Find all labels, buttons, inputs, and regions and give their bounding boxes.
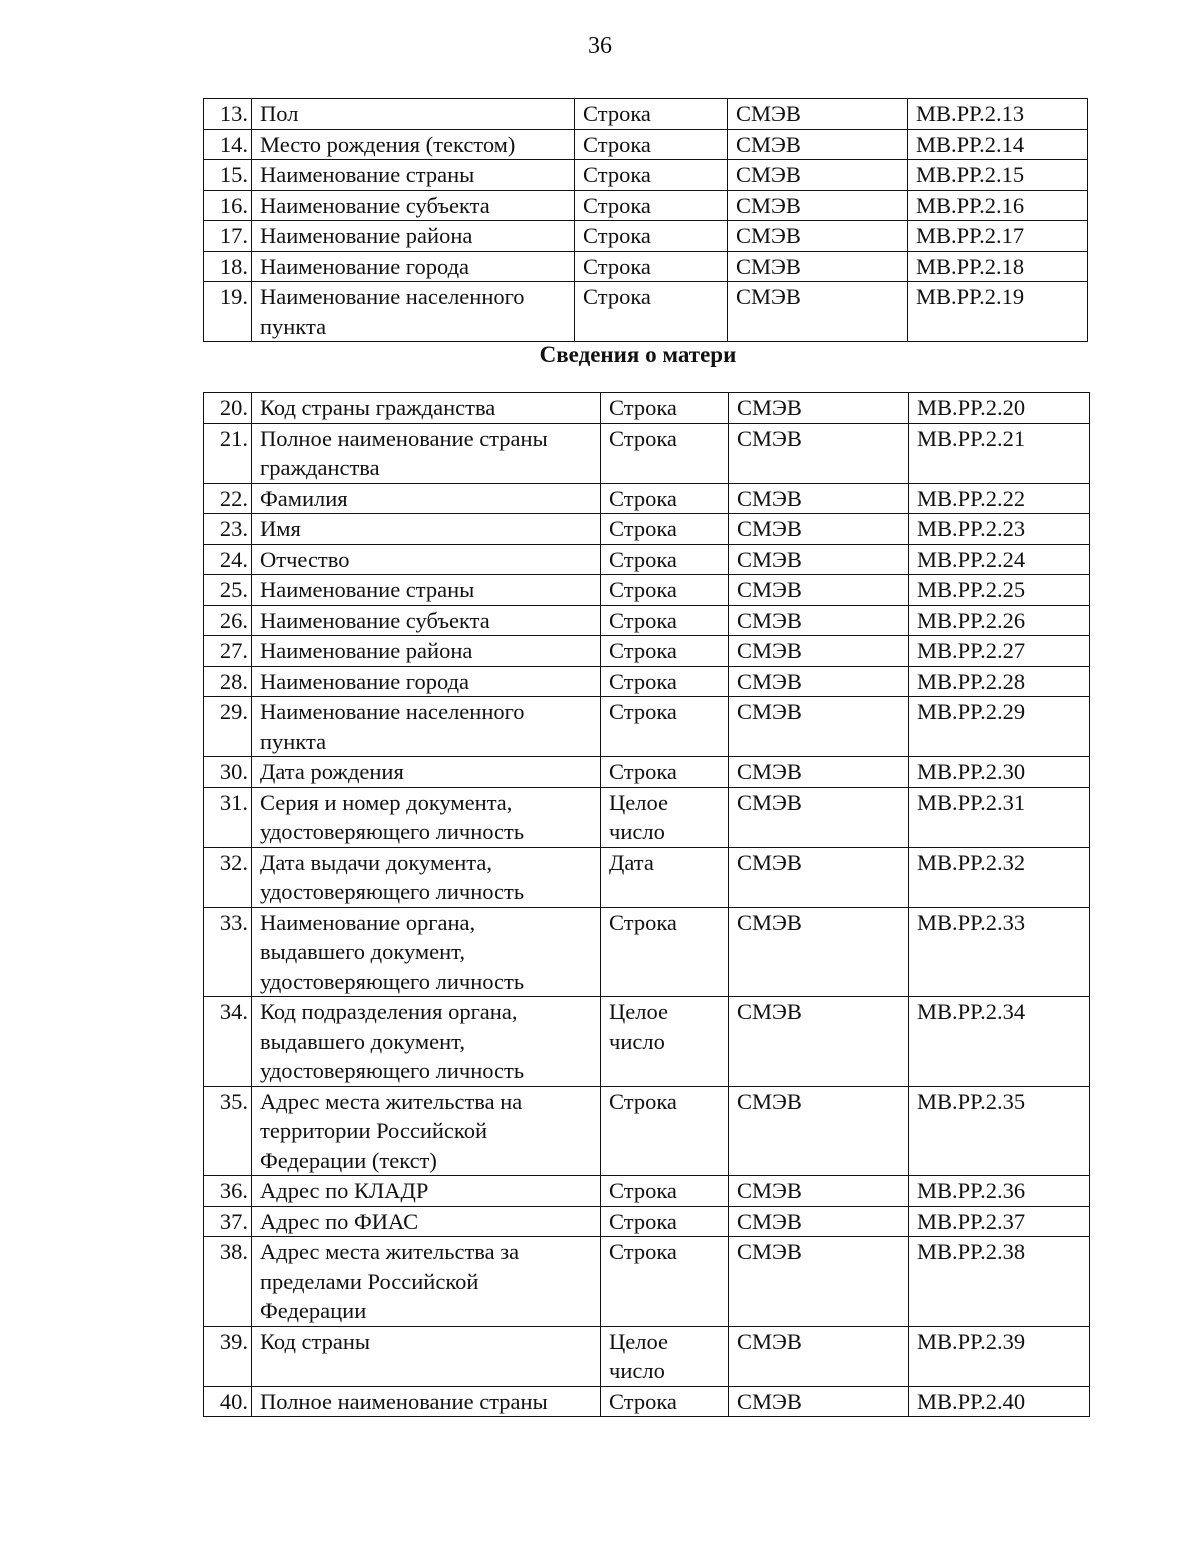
field-code-cell: MB.PP.2.16 — [908, 190, 1088, 221]
field-type-line: Строка — [583, 162, 651, 187]
field-name-line: Наименование города — [260, 668, 470, 694]
field-code-cell: MB.PP.2.36 — [909, 1176, 1090, 1207]
field-type-line: Целое — [609, 1328, 668, 1354]
field-type-line: число — [609, 1028, 665, 1054]
table-row — [204, 605, 1090, 636]
field-name-cell — [252, 514, 601, 545]
table-row — [204, 1176, 1090, 1207]
field-code-cell: MB.PP.2.33 — [909, 907, 1090, 997]
table-row — [204, 483, 1090, 514]
row-number: 33. — [204, 907, 252, 997]
table-row — [204, 575, 1090, 606]
row-number: 22. — [204, 483, 252, 514]
page-number: 36 — [588, 33, 612, 59]
field-name-line: Пол — [260, 101, 299, 126]
field-name-line: гражданства — [260, 455, 380, 480]
field-name-line: выдавшего документ, — [260, 939, 465, 964]
source-cell: СМЭВ — [729, 605, 909, 636]
field-type-line: Строка — [609, 395, 677, 420]
field-type-cell — [601, 483, 729, 514]
field-code-cell: MB.PP.2.27 — [909, 636, 1090, 667]
field-type-line: Строка — [609, 546, 677, 572]
row-number: 35. — [204, 1086, 252, 1176]
data-table-top — [203, 98, 1088, 342]
field-name-line: территории Российской — [260, 1118, 487, 1143]
table-body — [204, 393, 1090, 1417]
field-name-cell — [252, 221, 575, 252]
field-type-line: Дата — [609, 849, 654, 875]
field-name-line: Отчество — [260, 546, 350, 572]
field-code-cell: MB.PP.2.40 — [909, 1386, 1090, 1417]
table-row — [204, 514, 1090, 545]
table-row — [204, 787, 1090, 847]
field-type-line: Строка — [609, 759, 677, 784]
row-number: 18. — [204, 251, 252, 282]
field-type-line: Целое — [609, 999, 668, 1024]
table-row — [204, 666, 1090, 697]
field-code-cell: MB.PP.2.22 — [909, 483, 1090, 514]
field-type-line: Строка — [583, 223, 651, 248]
field-name-cell — [252, 393, 601, 424]
source-cell: СМЭВ — [729, 787, 909, 847]
field-code-cell: MB.PP.2.29 — [909, 697, 1090, 757]
field-type-line: Строка — [609, 1178, 677, 1203]
field-name-cell — [252, 483, 601, 514]
field-name-line: Код страны гражданства — [260, 395, 496, 420]
field-name-line: Код подразделения органа, — [260, 999, 518, 1024]
field-code-cell: MB.PP.2.32 — [909, 847, 1090, 907]
field-type-cell — [575, 160, 728, 191]
field-name-line: Наименование страны — [260, 577, 475, 602]
field-name-line: Имя — [260, 516, 301, 541]
field-type-cell — [601, 1386, 729, 1417]
field-type-cell — [601, 393, 729, 424]
table-row — [204, 129, 1088, 160]
row-number: 27. — [204, 636, 252, 667]
field-type-cell — [601, 666, 729, 697]
field-type-line: число — [609, 819, 665, 844]
field-code-cell: MB.PP.2.34 — [909, 997, 1090, 1087]
row-number: 29. — [204, 697, 252, 757]
source-cell: СМЭВ — [728, 160, 908, 191]
field-type-line: Строка — [609, 607, 677, 633]
field-name-line: Серия и номер документа, — [260, 789, 513, 815]
field-type-cell — [601, 575, 729, 606]
source-cell: СМЭВ — [729, 393, 909, 424]
table-row — [204, 423, 1090, 483]
table-row — [204, 697, 1090, 757]
field-name-cell — [252, 1237, 601, 1327]
source-cell: СМЭВ — [729, 847, 909, 907]
field-name-cell — [252, 787, 601, 847]
field-name-line: Наименование населенного — [260, 699, 525, 724]
field-code-cell: MB.PP.2.28 — [909, 666, 1090, 697]
field-name-cell — [252, 907, 601, 997]
field-type-line: Строка — [609, 1239, 677, 1264]
row-number: 21. — [204, 423, 252, 483]
field-name-line: Адрес места жительства за — [260, 1239, 520, 1264]
table-row — [204, 160, 1088, 191]
table-row — [204, 1237, 1090, 1327]
source-cell: СМЭВ — [729, 1326, 909, 1386]
row-number: 32. — [204, 847, 252, 907]
table-row — [204, 847, 1090, 907]
field-code-cell: MB.PP.2.35 — [909, 1086, 1090, 1176]
field-type-line: Строка — [609, 1388, 677, 1414]
field-type-cell — [601, 997, 729, 1087]
table-row — [204, 393, 1090, 424]
field-name-line: пределами Российской — [260, 1268, 479, 1294]
field-name-cell — [252, 605, 601, 636]
field-name-cell — [252, 666, 601, 697]
source-cell: СМЭВ — [728, 221, 908, 252]
field-type-cell — [601, 1206, 729, 1237]
field-code-cell: MB.PP.2.20 — [909, 393, 1090, 424]
field-code-cell: MB.PP.2.17 — [908, 221, 1088, 252]
field-name-line: Адрес по ФИАС — [260, 1208, 419, 1234]
field-code-cell: MB.PP.2.26 — [909, 605, 1090, 636]
field-code-cell: MB.PP.2.15 — [908, 160, 1088, 191]
table-row — [204, 1086, 1090, 1176]
table-row — [204, 190, 1088, 221]
field-type-cell — [601, 544, 729, 575]
table-row — [204, 221, 1088, 252]
field-type-line: число — [609, 1358, 665, 1383]
row-number: 40. — [204, 1386, 252, 1417]
field-name-line: пункта — [260, 728, 327, 754]
field-type-cell — [601, 1176, 729, 1207]
source-cell: СМЭВ — [729, 483, 909, 514]
field-name-line: Наименование района — [260, 638, 473, 663]
field-name-line: пункта — [260, 313, 327, 339]
field-type-cell — [601, 636, 729, 667]
table-row — [204, 282, 1088, 342]
field-type-cell — [575, 190, 728, 221]
row-number: 15. — [204, 160, 252, 191]
field-name-line: удостоверяющего личность — [260, 1058, 525, 1083]
field-type-cell — [601, 514, 729, 545]
field-name-cell — [252, 99, 575, 130]
row-number: 23. — [204, 514, 252, 545]
field-name-cell — [252, 1086, 601, 1176]
table-row — [204, 907, 1090, 997]
table-row — [204, 99, 1088, 130]
table-row — [204, 1326, 1090, 1386]
field-code-cell: MB.PP.2.13 — [908, 99, 1088, 130]
row-number: 19. — [204, 282, 252, 342]
field-type-line: Строка — [609, 638, 677, 663]
field-name-line: Место рождения (текстом) — [260, 131, 516, 157]
source-cell: СМЭВ — [729, 423, 909, 483]
field-name-line: Полное наименование страны — [260, 1388, 548, 1414]
field-code-cell: MB.PP.2.21 — [909, 423, 1090, 483]
field-name-line: выдавшего документ, — [260, 1028, 465, 1054]
field-name-cell — [252, 1386, 601, 1417]
row-number: 14. — [204, 129, 252, 160]
source-cell: СМЭВ — [729, 997, 909, 1087]
row-number: 30. — [204, 757, 252, 788]
field-code-cell: MB.PP.2.23 — [909, 514, 1090, 545]
table-row — [204, 636, 1090, 667]
field-code-cell: MB.PP.2.14 — [908, 129, 1088, 160]
field-type-cell — [601, 423, 729, 483]
field-type-cell — [601, 1237, 729, 1327]
field-name-line: Наименование района — [260, 223, 473, 248]
field-name-line: Федерации — [260, 1298, 367, 1323]
field-type-line: Строка — [609, 516, 677, 541]
field-type-cell — [601, 1086, 729, 1176]
row-number: 36. — [204, 1176, 252, 1207]
field-type-cell — [575, 129, 728, 160]
field-name-cell — [252, 575, 601, 606]
field-type-line: Строка — [609, 577, 677, 602]
field-type-line: Строка — [583, 253, 651, 279]
field-type-line: Строка — [583, 101, 651, 126]
table-row — [204, 1386, 1090, 1417]
field-type-cell — [601, 605, 729, 636]
field-type-line: Строка — [583, 192, 651, 218]
source-cell: СМЭВ — [729, 757, 909, 788]
field-name-line: Код страны — [260, 1328, 371, 1354]
source-cell: СМЭВ — [728, 99, 908, 130]
field-type-line: Строка — [609, 699, 677, 724]
field-type-cell — [601, 907, 729, 997]
field-code-cell: MB.PP.2.38 — [909, 1237, 1090, 1327]
source-cell: СМЭВ — [729, 575, 909, 606]
field-name-line: Дата выдачи документа, — [260, 849, 492, 875]
field-type-cell — [601, 1326, 729, 1386]
row-number: 24. — [204, 544, 252, 575]
field-code-cell: MB.PP.2.37 — [909, 1206, 1090, 1237]
row-number: 17. — [204, 221, 252, 252]
source-cell: СМЭВ — [728, 282, 908, 342]
row-number: 28. — [204, 666, 252, 697]
field-type-line: Строка — [609, 909, 677, 935]
section-heading: Сведения о матери — [539, 342, 737, 367]
source-cell: СМЭВ — [728, 190, 908, 221]
field-name-line: удостоверяющего личность — [260, 879, 525, 904]
field-type-line: Строка — [609, 1088, 677, 1114]
field-name-line: Наименование города — [260, 253, 470, 279]
field-name-line: удостоверяющего личность — [260, 819, 525, 844]
field-type-line: Строка — [583, 284, 651, 309]
field-name-cell — [252, 544, 601, 575]
source-cell: СМЭВ — [729, 666, 909, 697]
field-name-cell — [252, 160, 575, 191]
field-type-line: Строка — [609, 485, 677, 511]
table-row — [204, 544, 1090, 575]
field-name-cell — [252, 282, 575, 342]
field-name-cell — [252, 697, 601, 757]
field-type-line: Строка — [609, 425, 677, 451]
table-row — [204, 251, 1088, 282]
field-type-cell — [601, 787, 729, 847]
field-type-line: Строка — [583, 131, 651, 157]
field-type-cell — [601, 697, 729, 757]
field-name-line: Полное наименование страны — [260, 425, 548, 451]
field-code-cell: MB.PP.2.24 — [909, 544, 1090, 575]
row-number: 39. — [204, 1326, 252, 1386]
row-number: 38. — [204, 1237, 252, 1327]
field-type-cell — [575, 99, 728, 130]
row-number: 20. — [204, 393, 252, 424]
field-name-cell — [252, 636, 601, 667]
field-name-line: Наименование субъекта — [260, 192, 490, 218]
source-cell: СМЭВ — [729, 1086, 909, 1176]
field-name-line: Дата рождения — [260, 759, 404, 784]
field-name-line: Федерации (текст) — [260, 1147, 437, 1173]
field-code-cell: MB.PP.2.39 — [909, 1326, 1090, 1386]
field-type-cell — [601, 847, 729, 907]
field-type-line: Строка — [609, 1208, 677, 1234]
field-code-cell: MB.PP.2.18 — [908, 251, 1088, 282]
field-name-line: Фамилия — [260, 485, 348, 511]
field-type-cell — [575, 282, 728, 342]
field-name-cell — [252, 997, 601, 1087]
source-cell: СМЭВ — [729, 1386, 909, 1417]
table-row — [204, 757, 1090, 788]
row-number: 31. — [204, 787, 252, 847]
source-cell: СМЭВ — [729, 544, 909, 575]
field-name-cell — [252, 1176, 601, 1207]
field-name-line: удостоверяющего личность — [260, 968, 525, 994]
row-number: 37. — [204, 1206, 252, 1237]
field-name-cell — [252, 251, 575, 282]
field-name-cell — [252, 190, 575, 221]
field-name-line: Наименование субъекта — [260, 607, 490, 633]
source-cell: СМЭВ — [728, 251, 908, 282]
row-number: 34. — [204, 997, 252, 1087]
source-cell: СМЭВ — [729, 1206, 909, 1237]
row-number: 25. — [204, 575, 252, 606]
source-cell: СМЭВ — [728, 129, 908, 160]
field-name-line: Адрес по КЛАДР — [260, 1178, 429, 1203]
source-cell: СМЭВ — [729, 1237, 909, 1327]
row-number: 26. — [204, 605, 252, 636]
field-name-cell — [252, 757, 601, 788]
source-cell: СМЭВ — [729, 514, 909, 545]
field-code-cell: MB.PP.2.25 — [909, 575, 1090, 606]
table-row — [204, 997, 1090, 1087]
table-body — [204, 99, 1088, 342]
source-cell: СМЭВ — [729, 697, 909, 757]
field-type-line: Строка — [609, 668, 677, 694]
field-code-cell: MB.PP.2.30 — [909, 757, 1090, 788]
field-code-cell: MB.PP.2.19 — [908, 282, 1088, 342]
row-number: 16. — [204, 190, 252, 221]
field-type-cell — [601, 757, 729, 788]
field-name-line: Наименование страны — [260, 162, 475, 187]
field-name-cell — [252, 423, 601, 483]
field-type-cell — [575, 221, 728, 252]
row-number: 13. — [204, 99, 252, 130]
field-name-cell — [252, 847, 601, 907]
source-cell: СМЭВ — [729, 636, 909, 667]
source-cell: СМЭВ — [729, 907, 909, 997]
data-table-mother — [203, 392, 1090, 1417]
field-name-cell — [252, 129, 575, 160]
source-cell: СМЭВ — [729, 1176, 909, 1207]
field-name-line: Наименование органа, — [260, 909, 476, 935]
field-name-line: Наименование населенного — [260, 284, 525, 309]
field-name-cell — [252, 1206, 601, 1237]
field-code-cell: MB.PP.2.31 — [909, 787, 1090, 847]
field-type-cell — [575, 251, 728, 282]
field-type-line: Целое — [609, 789, 668, 815]
field-name-line: Адрес места жительства на — [260, 1088, 523, 1114]
table-row — [204, 1206, 1090, 1237]
field-name-cell — [252, 1326, 601, 1386]
